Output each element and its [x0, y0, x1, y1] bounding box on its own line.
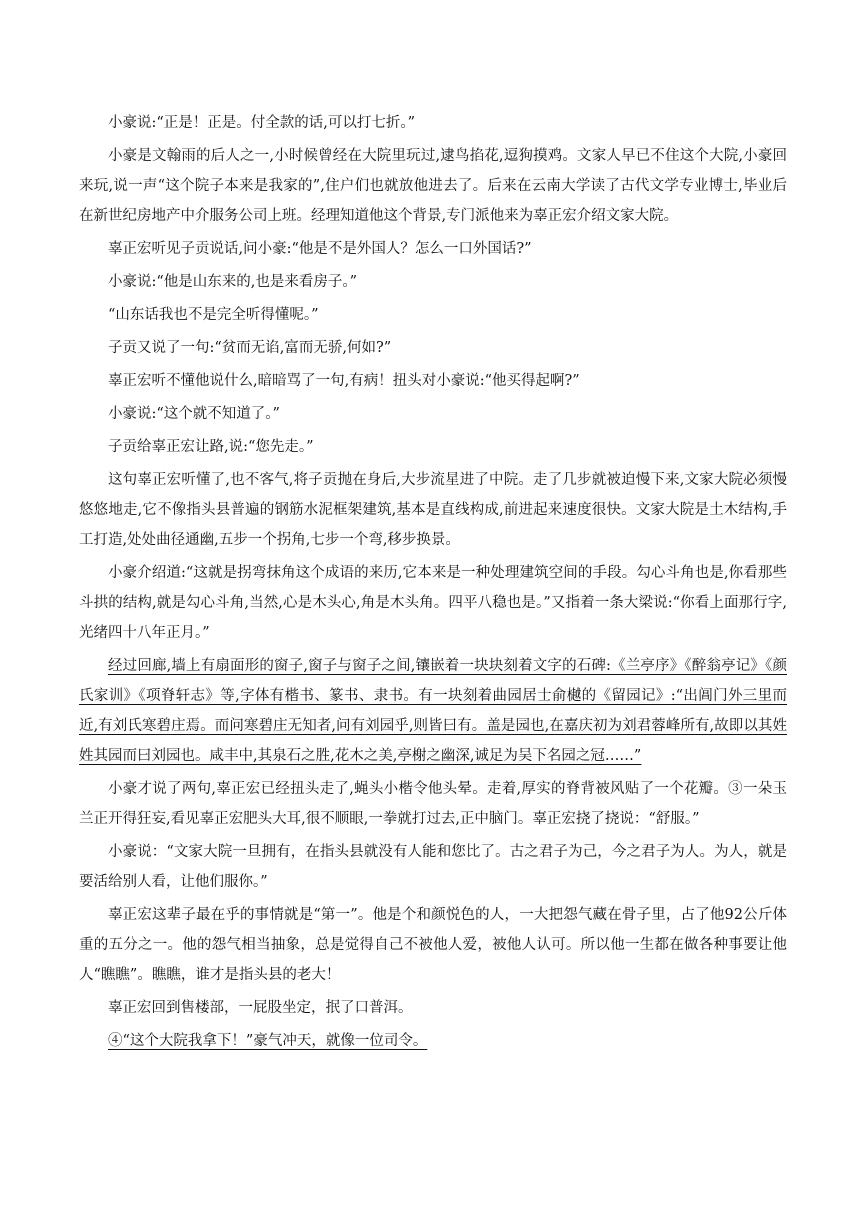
paragraph: 小豪说:“这个就不知道了。” — [108, 406, 280, 422]
underlined-sentence-4: ④“这个大院我拿下！”豪气冲天，就像一位司令。 — [108, 1033, 428, 1049]
paragraph: 小豪是文翰雨的后人之一,小时候曾经在大院里玩过,逮鸟掐花,逗狗摸鸡。文家人早已不住这个大院,小豪回来玩,说一声“这个院子本来是我家的”,住户们也就放他进去了。后来在云南大学读了古代文学专业博士,毕业后在新世纪房地产中介服务公司上班。经理知道他这个背景,专门派他来为辜正宏介绍文家大院。 — [79, 148, 787, 224]
paragraph: 子贡又说了一句:“贫而无谄,富而无骄,何如?” — [108, 340, 392, 356]
paragraph: 小豪说:“他是山东来的,也是来看房子。” — [108, 274, 358, 290]
paragraph: 辜正宏回到售楼部，一屁股坐定，抿了口普洱。 — [108, 1000, 413, 1016]
paragraph: 小豪介绍道:“这就是拐弯抹角这个成语的来历,它本来是一种处理建筑空间的手段。勾心斗角也是,你看那些斗拱的结构,就是勾心斗角,当然,心是木头心,角是木头角。四平八稳也是。”又指着一条大梁说:“你看上面那行字,光绪四十八年正月。” — [79, 565, 787, 641]
paragraph: 这句辜正宏听懂了,也不客气,将子贡抛在身后,大步流星进了中院。走了几步就被迫慢下来,文家大院必须慢悠悠地走,它不像指头县普遍的钢筋水泥框架建筑,基本是直线构成,前进起来速度很快。文家大院是土木结构,手工打造,处处曲径通幽,五步一个拐角,七步一个弯,移步换景。 — [79, 472, 787, 548]
paragraph: 辜正宏这辈子最在乎的事情就是“第一”。他是个和颜悦色的人，一大把怨气藏在骨子里，占了他92公斤体重的五分之一。他的怨气相当抽象，总是觉得自己不被他人爱，被他人认可。所以他一生都在做各种事要让他人“瞧瞧”。瞧瞧，谁才是指头县的老大！ — [79, 907, 787, 983]
paragraph: 辜正宏听见子贡说话,问小豪:“他是不是外国人？怎么一口外国话?” — [108, 241, 532, 257]
underlined-paragraph-stone-tablets: 经过回廊,墙上有扇面形的窗子,窗子与窗子之间,镶嵌着一块块刻着文字的石碑:《兰亭序》《醉翁亭记》《颜氏家训》《项脊轩志》等,字体有楷书、篆书、隶书。有一块刻着曲园居士俞樾的《留园记》:“出阊门外三里而近,有刘氏寒碧庄焉。而问寒碧庄无知者,问有刘园乎,则皆曰有。盖是园也,在嘉庆初为刘君蓉峰所有,故即以其姓姓其园而曰刘园也。咸丰中,其泉石之胜,花木之美,亭榭之幽深,诚足为吴下名园之冠……” — [79, 658, 787, 764]
paragraph: 子贡给辜正宏让路,说:“您先走。” — [108, 439, 314, 455]
article-body — [79, 108, 787, 1059]
paragraph: 小豪说：“文家大院一旦拥有，在指头县就没有人能和您比了。古之君子为己，今之君子为人。为人，就是要活给别人看，让他们服你。” — [79, 844, 787, 890]
paragraph: 辜正宏听不懂他说什么,暗暗骂了一句,有病！扭头对小豪说:“他买得起啊?” — [108, 373, 580, 389]
paragraph: 小豪才说了两句,辜正宏已经扭头走了,蝇头小楷令他头晕。走着,厚实的脊背被风贴了一个花瓣。③一朵玉兰正开得狂妄,看见辜正宏肥头大耳,很不顺眼,一拳就打过去,正中脑门。辜正宏挠了挠说：“舒服。” — [79, 781, 787, 827]
paragraph: “山东话我也不是完全听得懂呢。” — [108, 307, 319, 323]
paragraph: 小豪说:“正是！正是。付全款的话,可以打七折。” — [108, 115, 416, 131]
